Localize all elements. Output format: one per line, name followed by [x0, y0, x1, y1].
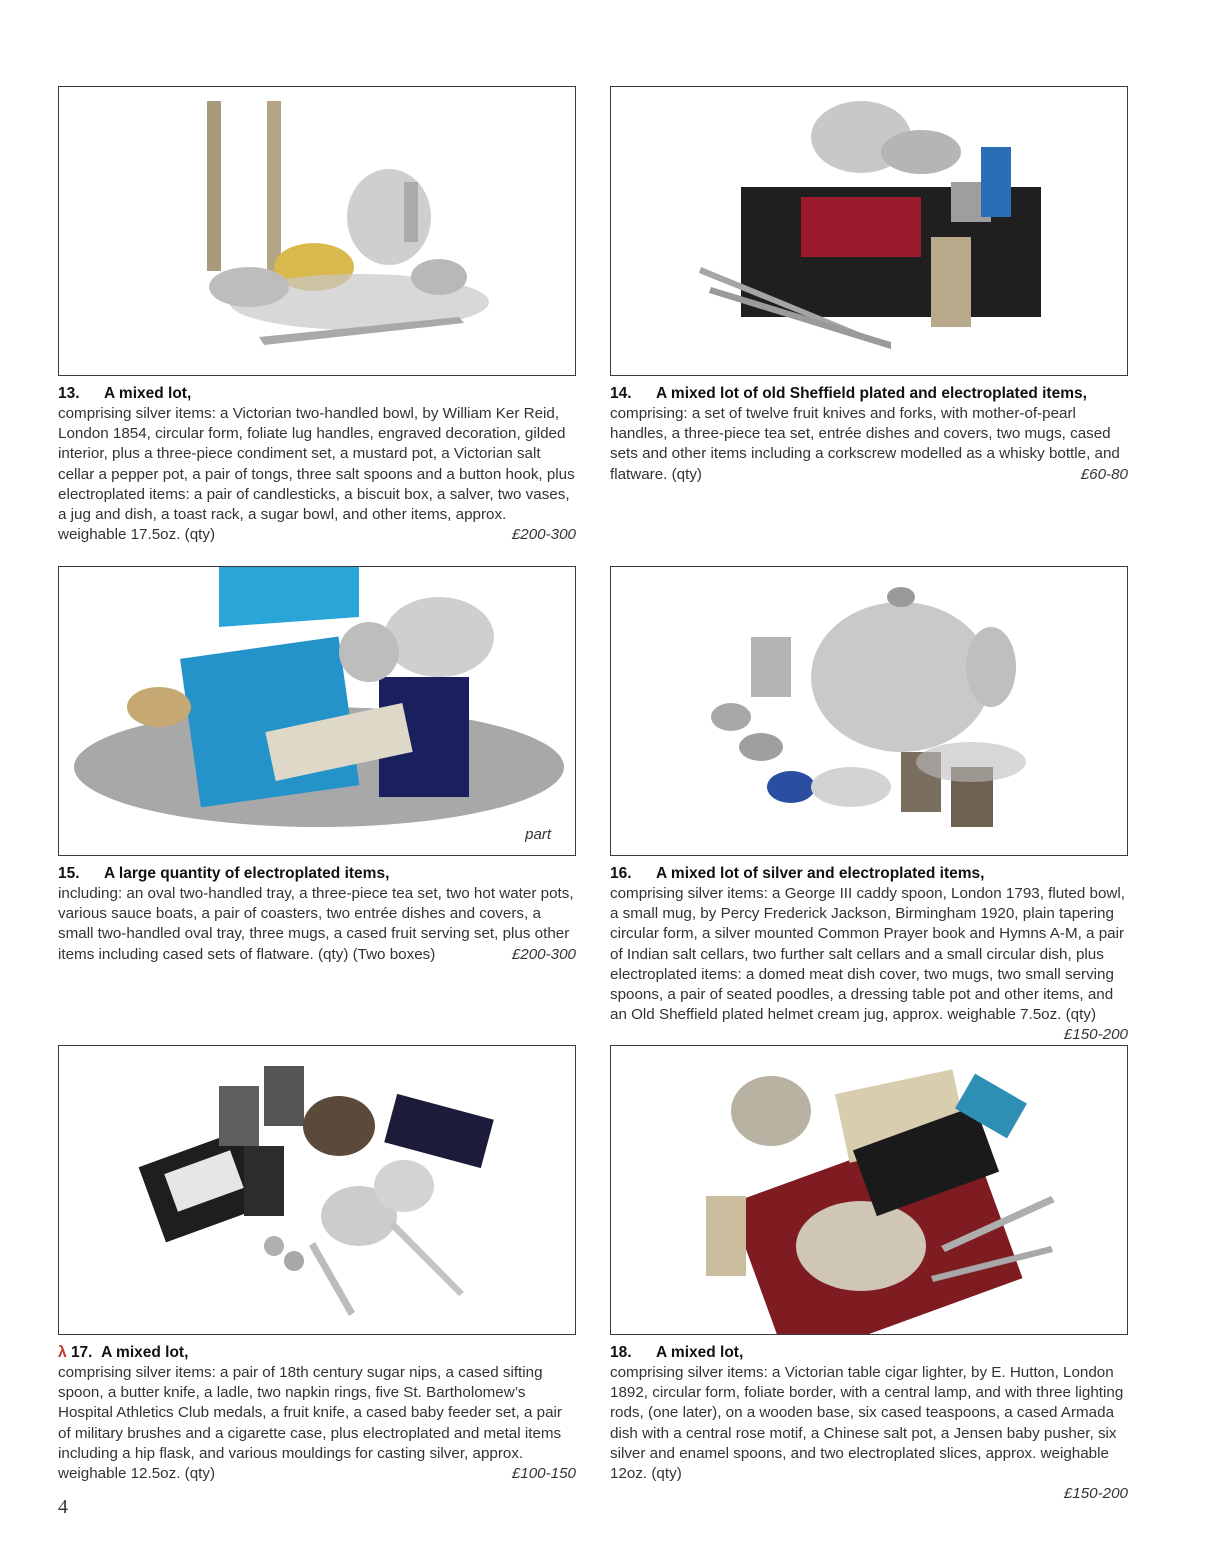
image-caption: part — [525, 826, 551, 843]
lot-number: 17. — [70, 1344, 93, 1361]
lot-16 — [610, 566, 1128, 1046]
lot-estimate: £150-200 — [1063, 1485, 1128, 1503]
lot-18 — [610, 1045, 1128, 1504]
lot-16-photo — [610, 566, 1128, 856]
lot-16-silver-illustration — [611, 567, 1127, 855]
lot-title: A large quantity of electroplated items, — [104, 865, 390, 882]
lot-13 — [58, 86, 576, 545]
lot-17 — [58, 1045, 576, 1484]
page-number: 4 — [58, 1496, 68, 1518]
lot-13-description — [58, 404, 576, 545]
lot-number: 18. — [610, 1344, 632, 1361]
lot-14-heading — [610, 384, 1128, 404]
lot-15-silver-illustration — [59, 567, 575, 855]
lot-estimate: £200-300 — [511, 945, 576, 963]
lot-15-description — [58, 884, 576, 965]
lot-description: comprising silver items: a Victorian two-handled bowl, by William Ker Reid, London 1854, circular form, foliate lug handles, engraved decoration, gilded interior, plus a three-piece condiment set, a mustard pot, a Victorian salt cellar a pepper pot, a pair of tongs, three salt spoons and a button hook, plus electroplated items: a pair of candlesticks, a biscuit box, a salver, two vases, a jug and dish, a toast rack, a sugar bowl, and other items, approx. weighable 17.5oz. (qty) — [58, 405, 575, 544]
lot-estimate: £60-80 — [1080, 465, 1128, 483]
lot-description: comprising: a set of twelve fruit knives and forks, with mother-of-pearl handles, a three-piece tea set, entrée dishes and covers, two mugs, cased sets and other items including a corkscrew modelled as a whisky bottle, and flatware. (qty) — [610, 405, 1120, 483]
lot-description: comprising silver items: a Victorian table cigar lighter, by E. Hutton, London 1892, circular form, foliate border, with a central lamp, and with three lighting rods, (one later), on a wooden base, six cased teaspoons, a cased Armada dish with a central rose motif, a Chinese salt pot, a Jensen baby pusher, six silver and enamel spoons, and two electroplated slices, approx. weighable 12oz. (qty) — [610, 1364, 1124, 1483]
lot-estimate: £100-150 — [511, 1465, 576, 1483]
lot-15 — [58, 566, 576, 965]
lot-title: A mixed lot, — [656, 1344, 744, 1361]
lot-title: A mixed lot, — [101, 1344, 189, 1361]
lot-number: 14. — [610, 385, 632, 402]
lot-number: 13. — [58, 385, 80, 402]
lot-18-silver-illustration — [611, 1046, 1127, 1334]
lot-15-heading — [58, 864, 576, 884]
lot-estimate: £150-200 — [1063, 1026, 1128, 1044]
lot-18-photo — [610, 1045, 1128, 1335]
lot-17-description — [58, 1363, 576, 1484]
lot-16-heading — [610, 864, 1128, 884]
lot-18-heading — [610, 1343, 1128, 1363]
lot-description: comprising silver items: a George III caddy spoon, London 1793, fluted bowl, a small mug, by Percy Frederick Jackson, Birmingham 1920, plain tapering circular form, a silver mounted Common Prayer book and Hymns A-M, a pair of Indian salt cellars, two further salt cellars and a small circular dish, plus electroplated items: a domed meat dish cover, two mugs, two small serving spoons, a pair of seated poodles, a dressing table pot and other items, and an Old Sheffield plated helmet cream jug, approx. weighable 7.5oz. (qty) — [610, 885, 1125, 1024]
lot-16-description — [610, 884, 1128, 1044]
lot-14 — [610, 86, 1128, 485]
lot-13-silver-illustration — [59, 87, 575, 375]
lot-description: including: an oval two-handled tray, a three-piece tea set, two hot water pots, various sauce boats, a pair of coasters, two entrée dishes and covers, a small two-handled oval tray, three mugs, a cased fruit serving set, plus other items including cased sets of flatware. (qty) (Two boxes) — [58, 885, 574, 963]
lot-14-silver-illustration — [611, 87, 1127, 375]
lot-number: 15. — [58, 865, 80, 882]
lot-17-heading — [58, 1343, 576, 1363]
lot-13-photo — [58, 86, 576, 376]
lot-title: A mixed lot of silver and electroplated items, — [656, 865, 985, 882]
lambda-marker: λ — [58, 1344, 67, 1361]
lot-13-heading — [58, 384, 576, 404]
lot-15-photo — [58, 566, 576, 856]
lot-14-photo — [610, 86, 1128, 376]
lot-estimate: £200-300 — [511, 526, 576, 544]
lot-title: A mixed lot, — [104, 385, 192, 402]
lot-14-description — [610, 404, 1128, 485]
lot-description: comprising silver items: a pair of 18th century sugar nips, a cased sifting spoon, a butter knife, a ladle, two napkin rings, five St. Bartholomew’s Hospital Athletics Club medals, a fruit knife, a cased baby feeder set, a pair of military brushes and a cigarette case, plus electroplated and metal items including a hip flask, and various mouldings for casting silver, approx. weighable 12.5oz. (qty) — [58, 1364, 562, 1483]
lot-17-photo — [58, 1045, 576, 1335]
lot-number: 16. — [610, 865, 632, 882]
lot-title: A mixed lot of old Sheffield plated and electroplated items, — [656, 385, 1087, 402]
lot-18-description — [610, 1363, 1128, 1484]
lot-17-silver-illustration — [59, 1046, 575, 1334]
